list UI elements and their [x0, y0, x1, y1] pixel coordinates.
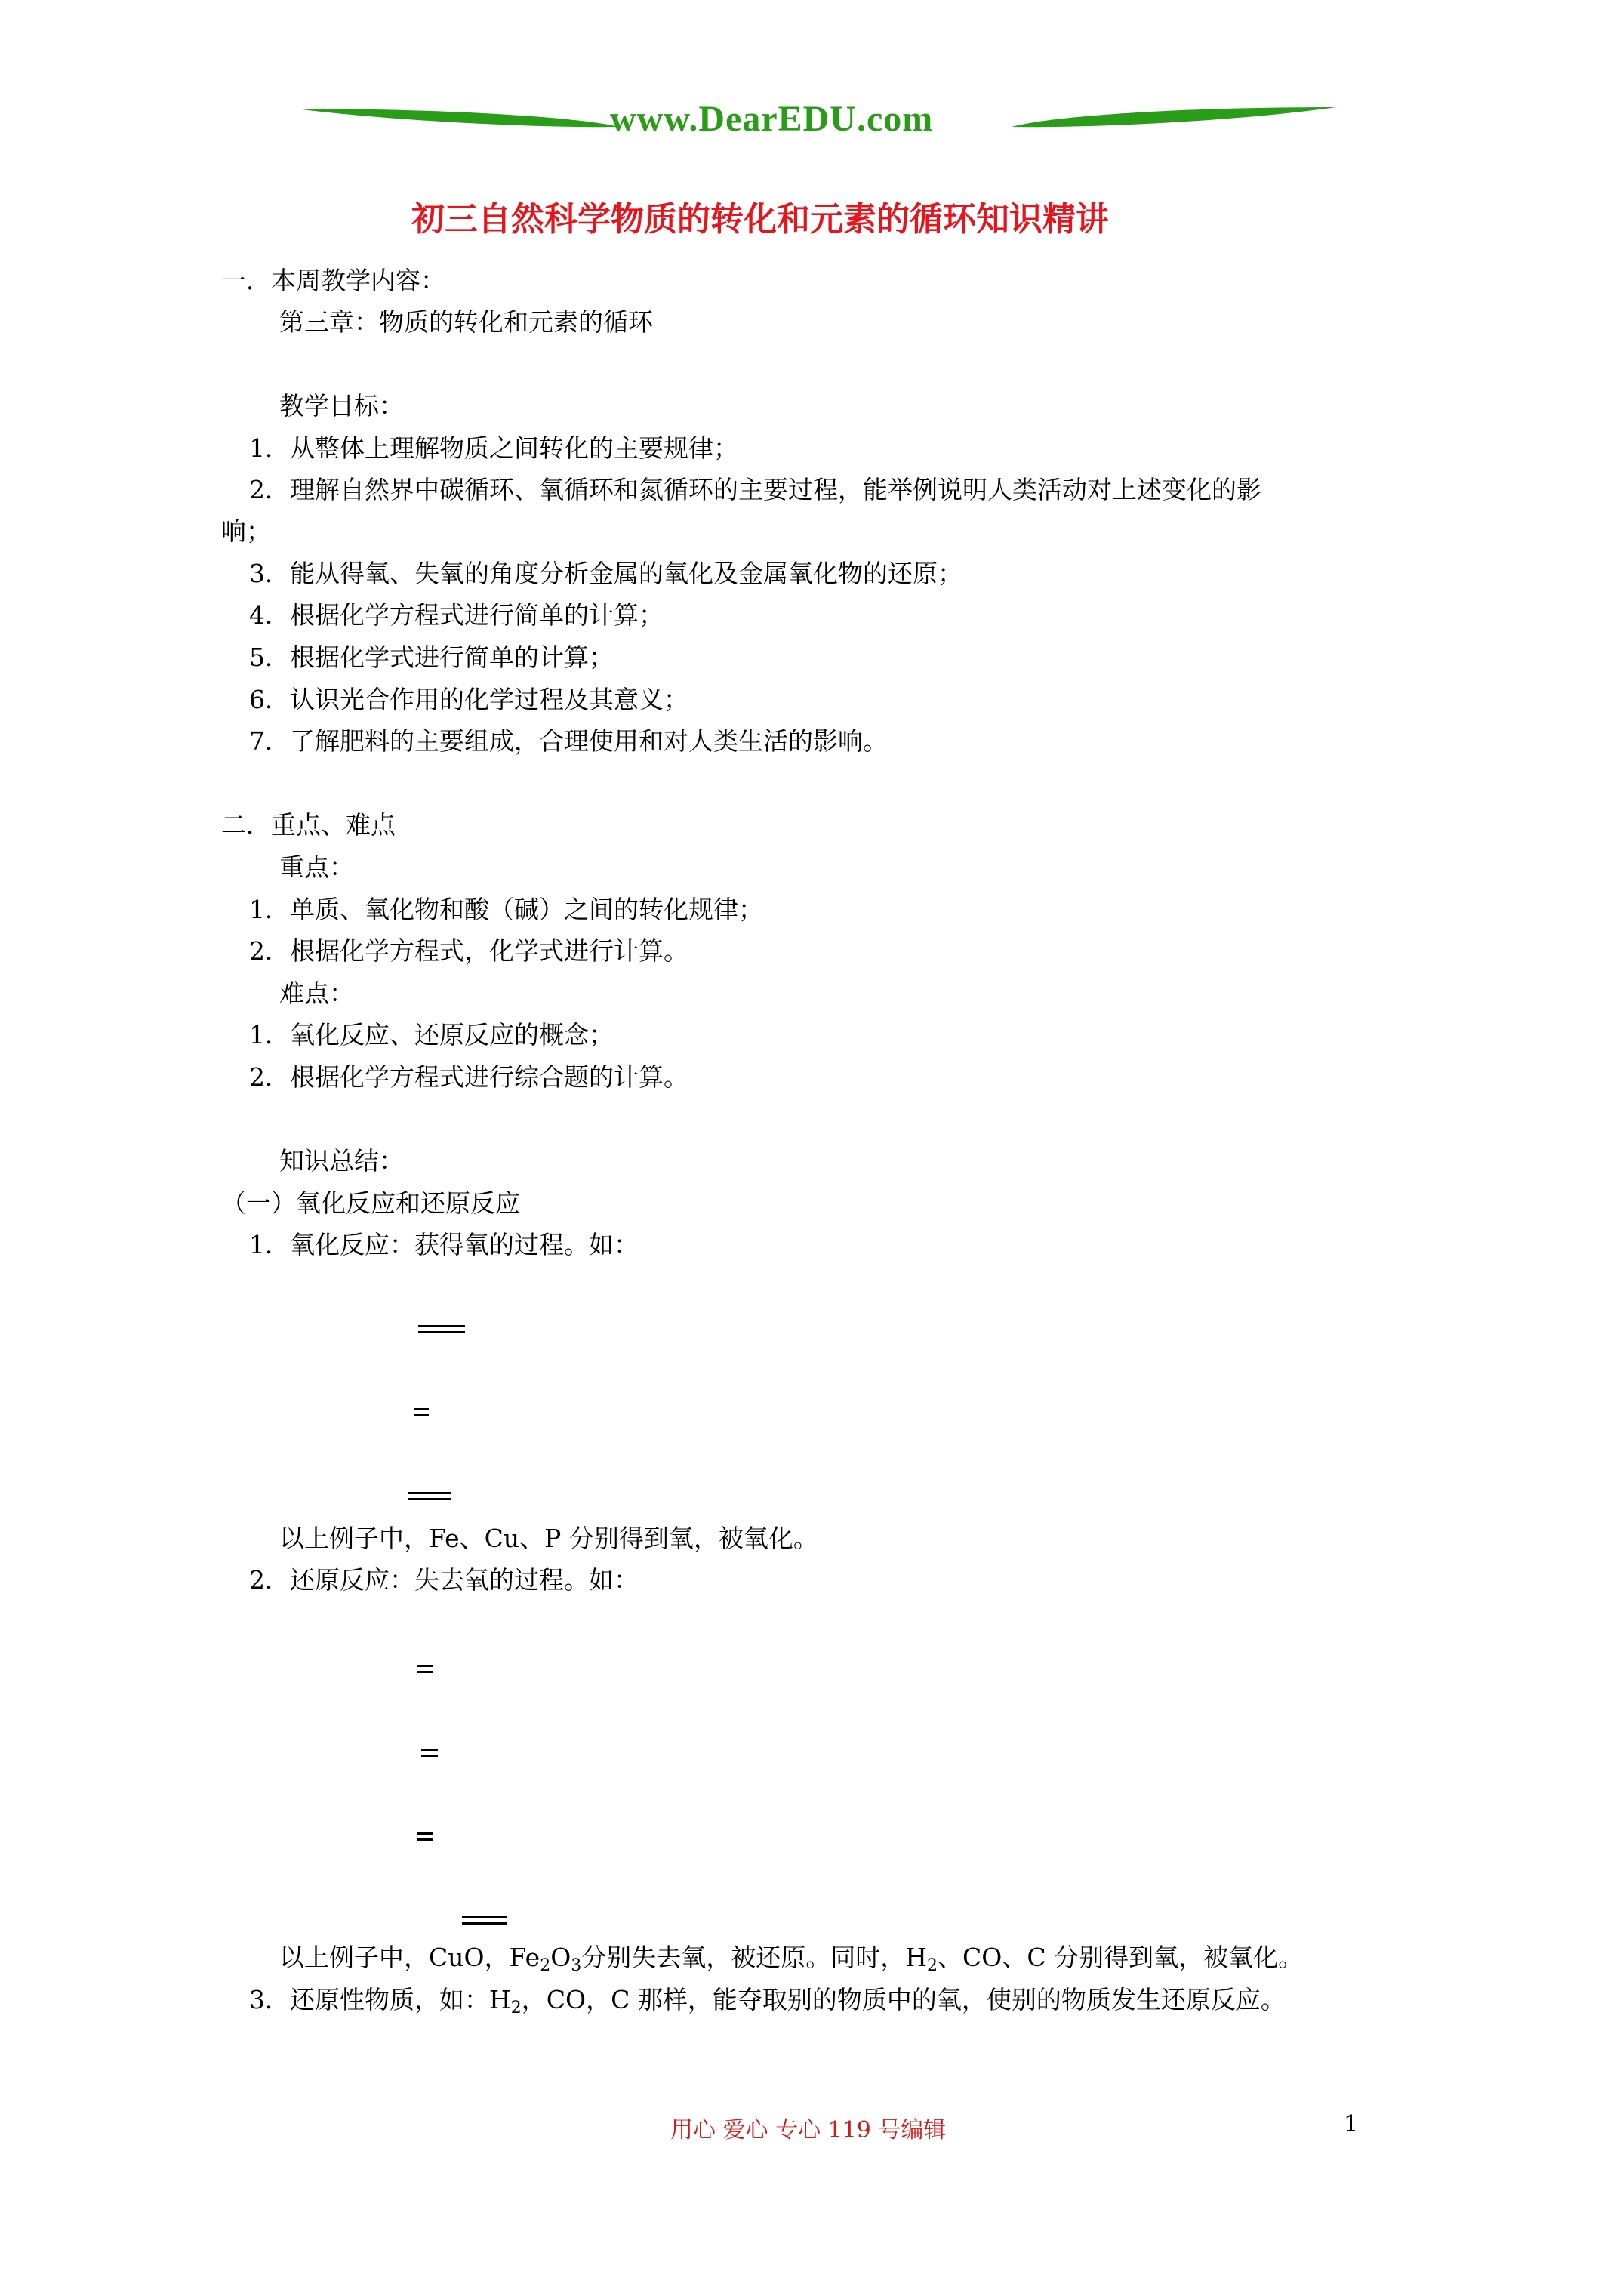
- section-2-heading: 二．重点、难点: [221, 810, 396, 840]
- difficult-point-item: 2．根据化学方程式进行综合题的计算。: [249, 1062, 688, 1092]
- footer-text: 用心 爱心 专心 119 号编辑: [670, 2117, 947, 2143]
- goal-item: 5．根据化学式进行简单的计算；: [249, 643, 614, 672]
- page-number: 1: [1344, 2111, 1359, 2137]
- equation-equals-sign: [417, 1832, 433, 1841]
- part-1-heading: （一）氧化反应和还原反应: [221, 1188, 520, 1218]
- goal-item: 1．从整体上理解物质之间转化的主要规律；: [249, 433, 738, 463]
- key-point-item: 2．根据化学方程式，化学式进行计算。: [249, 936, 688, 966]
- oxidation-note: 以上例子中，Fe、Cu、P 分别得到氧，被氧化。: [279, 1524, 818, 1553]
- goal-item: 4．根据化学方程式进行简单的计算；: [249, 600, 664, 630]
- chapter-line: 第三章：物质的转化和元素的循环: [279, 307, 653, 337]
- site-logo-text: www.DearEDU.com: [610, 99, 934, 139]
- reduction-note: 以上例子中，CuO，$Fe_2O_3$分别失去氧，被还原。同时，$H_2$、CO、C 分别得到氧，被氧化。: [279, 1943, 1304, 1975]
- equation-equals-sign: [421, 1749, 438, 1757]
- reducing-substances: 3．还原性物质，如：$H_2$，CO，C 那样，能夺取别的物质中的氧，使别的物质发生还原反应。: [249, 1985, 1286, 2017]
- key-points-heading: 重点：: [279, 852, 354, 882]
- goal-item: 7．了解肥料的主要组成，合理使用和对人类生活的影响。: [249, 726, 888, 756]
- reduction-definition: 2．还原反应：失去氧的过程。如：: [249, 1565, 639, 1595]
- equation-equals-sign: [414, 1408, 429, 1416]
- summary-heading: 知识总结：: [279, 1146, 404, 1176]
- goal-item: 2．理解自然界中碳循环、氧循环和氮循环的主要过程，能举例说明人类活动对上述变化的影: [249, 475, 1261, 504]
- key-point-item: 1．单质、氧化物和酸（碱）之间的转化规律；: [249, 895, 763, 924]
- equation-equals-sign: [417, 1665, 433, 1673]
- difficult-points-heading: 难点：: [279, 978, 354, 1008]
- equation-equals-sign: [462, 1916, 507, 1925]
- section-1-heading: 一．本周教学内容：: [221, 266, 445, 295]
- goals-heading: 教学目标：: [279, 391, 404, 421]
- oxidation-definition: 1．氧化反应：获得氧的过程。如：: [249, 1230, 639, 1259]
- page-title: 初三自然科学物质的转化和元素的循环知识精讲: [411, 200, 1109, 239]
- equation-equals-sign: [408, 1492, 451, 1500]
- difficult-point-item: 1．氧化反应、还原反应的概念；: [249, 1020, 614, 1049]
- equation-equals-sign: [418, 1325, 465, 1333]
- goal-item: 6．认识光合作用的化学过程及其意义；: [249, 685, 688, 714]
- goal-item-continued: 响；: [221, 516, 271, 546]
- goal-item: 3．能从得氧、失氧的角度分析金属的氧化及金属氧化物的还原；: [249, 559, 962, 588]
